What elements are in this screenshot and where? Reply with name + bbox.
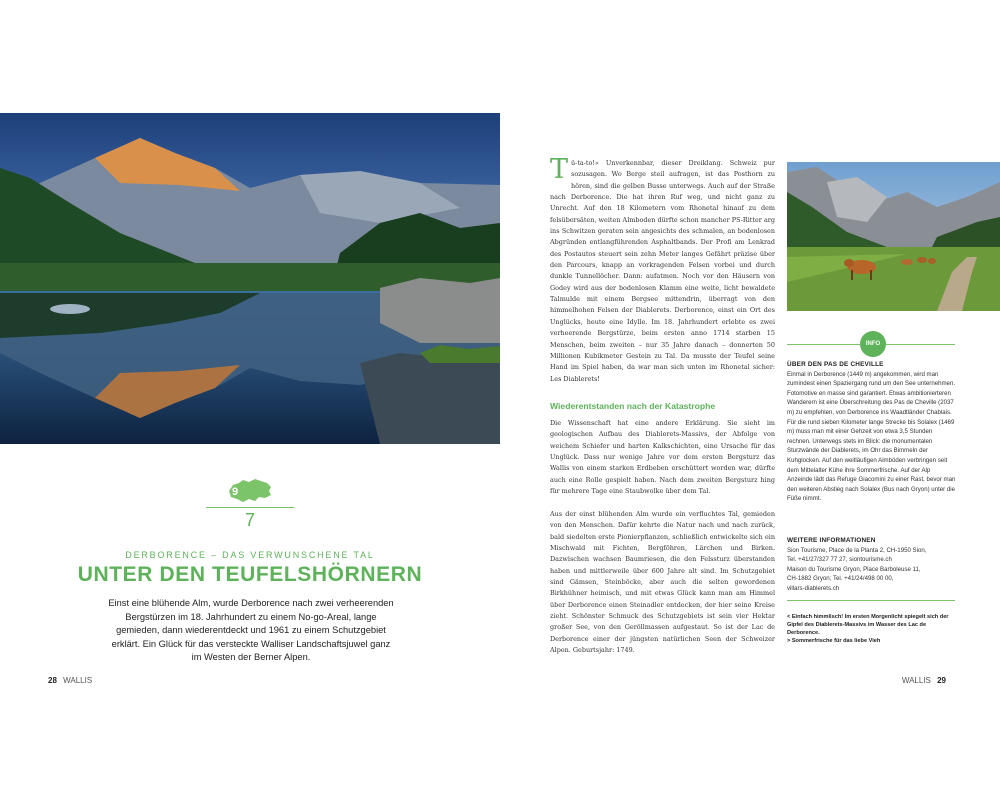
lead-text: Einst eine blühende Alm, wurde Derborence nach zwei verheerenden Bergstürzen im 18. Jahrhundert zu einem No-go-Areal, lange gemieden, dann wiederentdeckt und 1961 zu einem Schutzgebiet erklärt. Ein Glück für das versteckte Walliser Landschaftsjuwel ganz im Westen der Berner Alpen. — [108, 598, 394, 663]
switzerland-map-icon — [225, 477, 275, 505]
info-block-more — [787, 536, 957, 594]
headline: UNTER DEN TEUFELSHÖRNERN — [77, 563, 423, 586]
map-marker: 9 — [232, 486, 239, 498]
page-number: 29 — [937, 676, 946, 685]
body-column-3 — [550, 509, 775, 656]
lake-photo — [0, 113, 500, 444]
caption-lake: < Einfach himmlisch! Im ersten Morgenlicht spiegelt sich der Gipfel des Diablerets-Massivs im Wasser des Lac de Derborence. — [787, 614, 949, 636]
section-label: WALLIS — [901, 676, 931, 685]
body-paragraph-2: Die Wissenschaft hat eine andere Erklärung. Sie sieht im geologischen Aufbau des Diablerets-Massivs, der Abfolge von weichem Schiefer und harten Kalkschichten, eine Ursache für das Unglück. Dass nur wenige Jahre vor dem ersten Bergsturz das Wallis von einem starken Erdbeben erschüttert worden war, dürfte auch eine Rolle gespielt haben. Nach dem zweiten Bergsturz hing für mehrere Tage eine Staubwolke über dem Tal. — [550, 419, 775, 496]
info-text-cheville: Einmal in Derborence (1449 m) angekommen, wird man zumindest einen Spaziergang rund um den See unternehmen. Fotomotive en masse sind garantiert. Etwas ambitionierteren Wanderern ist eine Überschreitung des Pas de Cheville (2037 m) zu empfehlen, von Derborence ins Waadtländer Chablais. Für die rund sieben Kilometer lange Strecke bis Solalex (1469 m) muss man mit einer Gehzeit von etwa 3,5 Stunden rechnen. Unterwegs stets im Blick: die monumentalen Sturzwände der Diablerets, im Ohr das Bimmeln der Kuhglocken. Auf den weitläufigen Almböden verbringen seit dem Mittelalter Kühe ihre Sommerfrische. Auf der Alp Anzeinde lädt das Refuge Giacomini zu einer Rast, bevor man den weiteren Abstieg nach Solalex (Bus nach Gryon) unter die Füße nimmt. — [787, 370, 956, 503]
number-rule — [206, 507, 294, 508]
kicker: DERBORENCE – DAS VERWUNSCHENE TAL — [125, 550, 375, 560]
cows-photo — [787, 162, 1000, 311]
info-line: villars-diablerets.ch — [787, 584, 840, 592]
info-rule-right — [886, 344, 955, 345]
entry-number: 7 — [244, 510, 255, 530]
subheading: Wiederentstanden nach der Katastrophe — [550, 401, 716, 411]
info-title-cheville: ÜBER DEN PAS DE CHEVILLE — [787, 361, 884, 368]
info-line: Sion Tourisme, Place de la Planta 2, CH-1950 Sion, — [787, 546, 927, 554]
info-badge: INFO — [860, 331, 886, 357]
caption-rule — [787, 600, 955, 601]
info-line: CH-1882 Gryon; Tel. +41/24/498 00 00, — [787, 575, 894, 583]
info-rule-left — [787, 344, 860, 345]
info-block-cheville — [787, 360, 957, 504]
caption-cows: > Sommerfrische für das liebe Vieh — [787, 638, 881, 644]
folio-left — [44, 676, 92, 685]
folio-right — [902, 676, 950, 685]
body-column-2 — [550, 418, 775, 497]
photo-captions — [787, 613, 952, 645]
dropcap: T — [550, 154, 569, 185]
info-line: Maison du Tourisme Gryon, Place Barboleuse 11, — [787, 565, 921, 573]
body-paragraph-3: Aus der einst blühenden Alm wurde ein verfluchtes Tal, gemieden von den Menschen. Dafür kehrte die Natur nach und nach zurück, bald siedelten erste Pionierpflanzen, schließlich entwickelte sich ein Mischwald mit Fichten, Bergföhren, Lärchen und Birken. Dazwischen wachsen Baumriesen, die den Felssturz überstanden haben und mittlerweile über 600 Jahre alt sind. Im Schutzgebiet sind Gämsen, Steinböcke, aber auch die selten gewordenen Birkhühner heimisch, und mit etwas Glück kann man am Himmel über Derborence einen Steinadler entdecken, der hier seine Kreise zieht. Schönster Schmuck des Schutzgebiets ist sein vier Hektar großer See, von den Geröllmassen aufgestaut. So ist der Lac de Derborence einer der jüngsten natürlichen Seen der Schweizer Alpen. Geburtsjahr: 1749. — [550, 510, 775, 655]
section-label: WALLIS — [63, 676, 93, 685]
body-column-1 — [550, 154, 775, 385]
info-line: Tel. +41/27/327 77 27, siontourisme.ch — [787, 556, 892, 564]
body-paragraph-1: ü-ta-to!« Unverkennbar, dieser Dreiklang. Schweiz pur sozusagen. Wo Berge steil aufragen, ist das Posthorn zu hören, sind die gelben Busse unterwegs. Auch auf der Straße nach Derborence. Die hat ihren Ruf weg, und nicht ganz zu Unrecht. Auf den 18 Kilometern vom Rhonetal hinauf zu dem felsübersäten, weiten Almboden dürfte schon mancher PS-Ritter arg ins Schwitzen geraten sein angesichts des schmalen, an bodenlosen Abgründen entlangführenden Asphaltbands. Der Profi am Lenkrad des Postautos steuert sein zehn Meter langes Gefährt präzise über den Parcours, knapp an vorkragenden Felsen vorbei und durch dunkle Tunnellöcher. Dann: aufatmen. Noch vor den Häusern von Godey wird aus der bodenlosen Klamm eine weite, licht bewaldete Talmulde mit einem Bergsee mittendrin, überragt von den himmelhohen Felsen der Diablerets. Derborence, einst ein Ort des Unglücks, heute eine Idylle. Im 18. Jahrhundert erlebte es zwei verheerende Bergstürze, beim ersten anno 1714 starben 15 Menschen, beim zweiten – nur 35 Jahre danach – donnerten 50 Millionen Kubikmeter Gestein zu Tal. Da musste der Teufel seine Hand im Spiel haben, da war man sich unten im Rhonetal sicher: Les Diablerets! — [550, 159, 775, 383]
info-title-more: WEITERE INFORMATIONEN — [787, 537, 876, 544]
page-number: 28 — [48, 676, 57, 685]
